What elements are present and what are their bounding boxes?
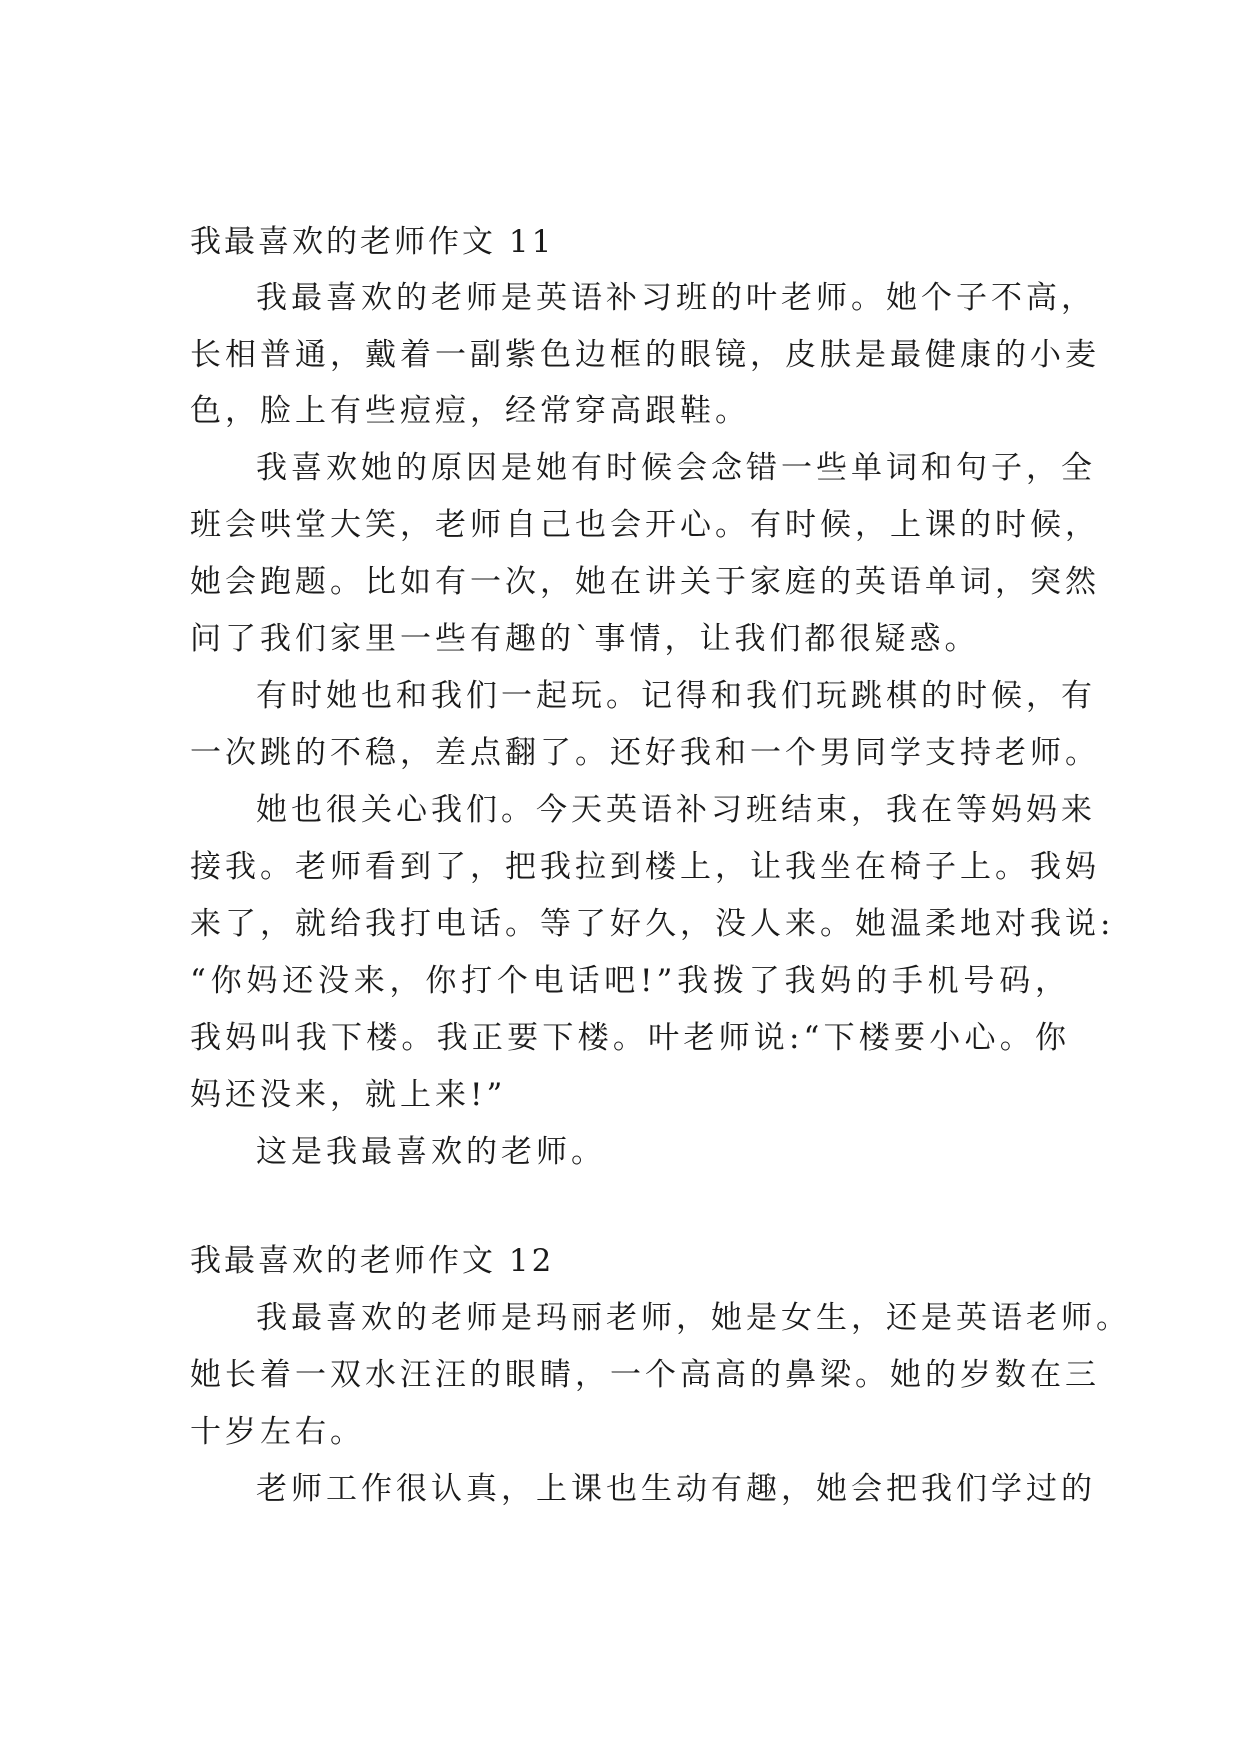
paragraph-line: 我妈叫我下楼。我正要下楼。叶老师说:“下楼要小心。你	[190, 1020, 1070, 1056]
paragraph-line: 色，脸上有些痘痘，经常穿高跟鞋。	[190, 393, 750, 429]
paragraph-line: 一次跳的不稳，差点翻了。还好我和一个男同学支持老师。	[190, 735, 1100, 771]
essay-12-title: 我最喜欢的老师作文 12	[190, 1243, 555, 1279]
paragraph-line: 来了，就给我打电话。等了好久，没人来。她温柔地对我说:	[190, 906, 1115, 942]
essay-11-title: 我最喜欢的老师作文 11	[190, 224, 555, 260]
paragraph-line: 我最喜欢的老师是英语补习班的叶老师。她个子不高，	[256, 280, 1096, 316]
paragraph-line: 她会跑题。比如有一次，她在讲关于家庭的英语单词，突然	[190, 564, 1100, 600]
paragraph-line: 接我。老师看到了，把我拉到楼上，让我坐在椅子上。我妈	[190, 849, 1100, 885]
paragraph-line: 班会哄堂大笑，老师自己也会开心。有时候，上课的时候，	[190, 507, 1100, 543]
paragraph-line: 她长着一双水汪汪的眼睛，一个高高的鼻梁。她的岁数在三	[190, 1357, 1100, 1393]
paragraph-line: 问了我们家里一些有趣的`事情，让我们都很疑惑。	[190, 621, 980, 657]
paragraph-line: 妈还没来，就上来!”	[190, 1077, 507, 1113]
paragraph-line: 有时她也和我们一起玩。记得和我们玩跳棋的时候，有	[256, 678, 1096, 714]
paragraph-line: 她也很关心我们。今天英语补习班结束，我在等妈妈来	[256, 792, 1096, 828]
paragraph-line: 我最喜欢的老师是玛丽老师，她是女生，还是英语老师。	[256, 1300, 1131, 1336]
paragraph-line: 我喜欢她的原因是她有时候会念错一些单词和句子，全	[256, 450, 1096, 486]
paragraph-line: 长相普通，戴着一副紫色边框的眼镜，皮肤是最健康的小麦	[190, 337, 1100, 373]
paragraph-line: 这是我最喜欢的老师。	[256, 1134, 606, 1170]
paragraph-line: “你妈还没来，你打个电话吧!”我拨了我妈的手机号码，	[190, 963, 1070, 999]
paragraph-line: 老师工作很认真，上课也生动有趣，她会把我们学过的	[256, 1471, 1096, 1507]
paragraph-line: 十岁左右。	[190, 1414, 365, 1450]
